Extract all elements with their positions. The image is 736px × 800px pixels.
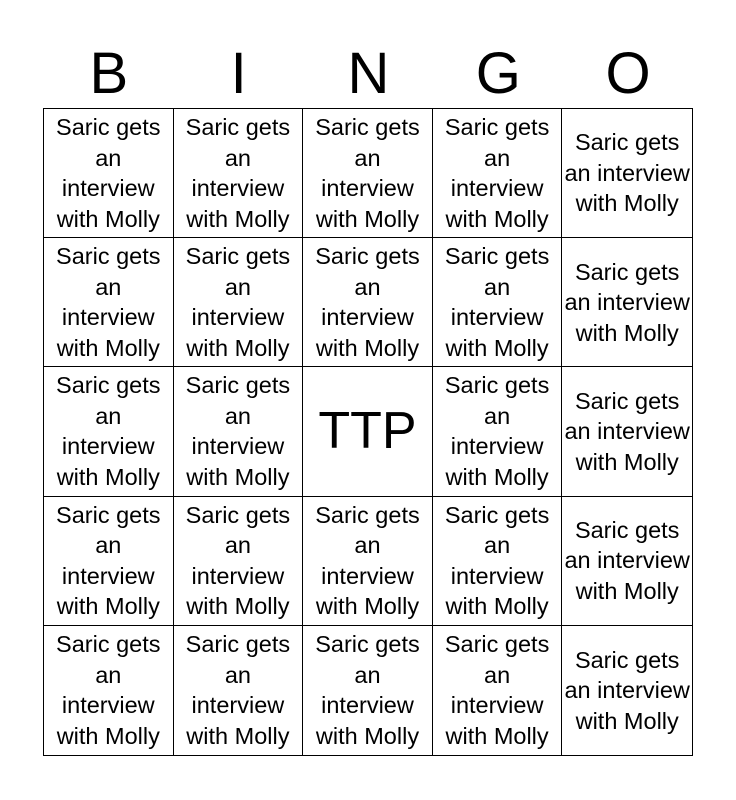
bingo-cell [433,626,563,755]
bingo-cell [562,238,692,367]
free-space-text: TTP [318,402,417,461]
cell-text: Saric gets an interview with Molly [56,631,161,749]
bingo-cell [433,109,563,238]
bingo-cell [562,109,692,238]
bingo-cell [303,109,433,238]
cell-text: Saric gets an interview with Molly [185,631,291,749]
bingo-cell [174,367,304,496]
free-space-cell [303,367,433,496]
cell-text: Saric gets an interview with Molly [315,501,420,620]
bingo-card-grid [43,108,693,756]
bingo-cell [562,367,692,496]
bingo-cell [562,497,692,626]
cell-text: Saric gets an interview with Molly [444,114,550,232]
header-letter-g: G [475,41,521,106]
bingo-cell [44,367,174,496]
cell-text: Saric gets an interview with Molly [56,372,161,490]
cell-text: Saric gets an interview with Molly [185,501,291,620]
cell-text: Saric gets an interview with Molly [56,114,161,232]
cell-text: Saric gets an interview with Molly [315,114,420,232]
bingo-cell [303,626,433,755]
bingo-cell [174,497,304,626]
cell-text: Saric gets an interview with Molly [444,372,550,490]
header-letter-b: B [89,41,129,106]
cell-text: Saric gets an interview with Molly [444,501,550,620]
bingo-cell [433,367,563,496]
bingo-cell [303,238,433,367]
cell-text: Saric gets an interview with Molly [564,129,690,217]
cell-text: Saric gets an interview with Molly [56,243,161,361]
bingo-cell [44,238,174,367]
cell-text: Saric gets an interview with Molly [185,114,291,232]
bingo-cell [433,497,563,626]
header-letter-n: N [347,41,390,106]
bingo-cell [174,109,304,238]
header-letter-o: O [605,41,651,106]
cell-text: Saric gets an interview with Molly [564,646,690,734]
bingo-cell [44,497,174,626]
cell-text: Saric gets an interview with Molly [315,243,420,361]
cell-text: Saric gets an interview with Molly [564,387,690,475]
cell-text: Saric gets an interview with Molly [315,631,420,749]
bingo-cell [433,238,563,367]
bingo-cell [174,238,304,367]
bingo-cell [174,626,304,755]
bingo-cell [303,497,433,626]
cell-text: Saric gets an interview with Molly [564,258,690,346]
cell-text: Saric gets an interview with Molly [564,516,690,604]
cell-text: Saric gets an interview with Molly [185,372,291,490]
header-letter-i: I [230,41,247,106]
bingo-cell [44,626,174,755]
bingo-cell [562,626,692,755]
bingo-cell [44,109,174,238]
cell-text: Saric gets an interview with Molly [185,243,291,361]
cell-text: Saric gets an interview with Molly [444,631,550,749]
cell-text: Saric gets an interview with Molly [56,501,161,620]
cell-text: Saric gets an interview with Molly [444,243,550,361]
bingo-header [44,40,693,108]
